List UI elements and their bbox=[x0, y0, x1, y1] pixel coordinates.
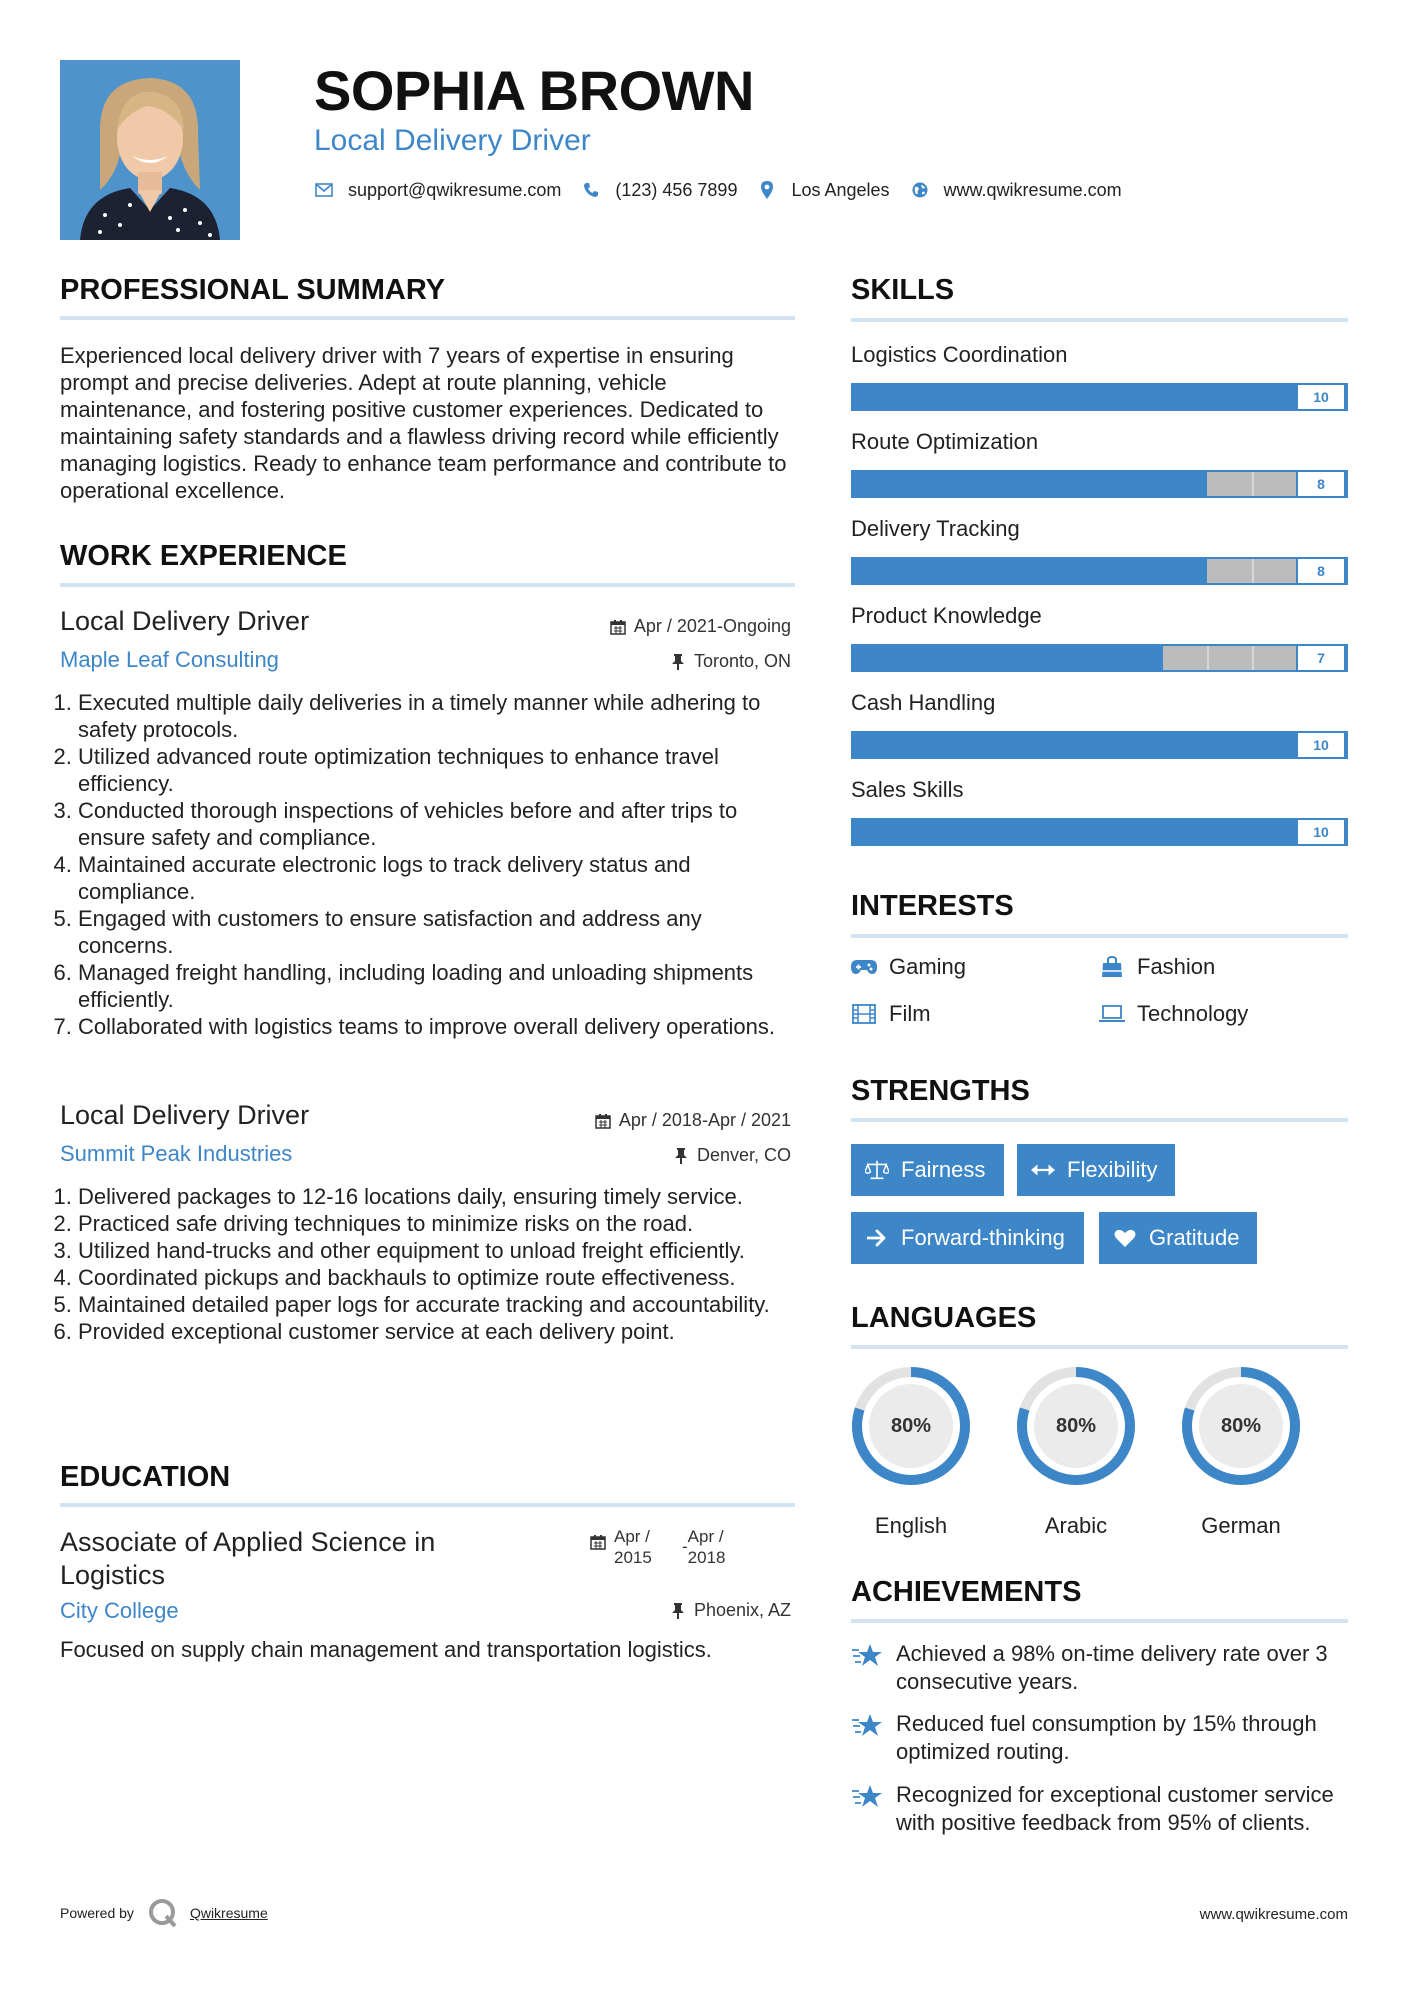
globe-icon bbox=[910, 180, 930, 200]
interest-label: Fashion bbox=[1137, 954, 1216, 979]
list-item: 1. Delivered packages to 12-16 locations daily, ensuring timely service. bbox=[78, 1183, 795, 1210]
skill-bar bbox=[851, 383, 1348, 411]
list-item: 1. Executed multiple daily deliveries in a timely manner while adhering to safety protocols. bbox=[78, 689, 795, 743]
map-marker-icon bbox=[757, 180, 777, 200]
strength-label: Forward-thinking bbox=[901, 1225, 1065, 1250]
candidate-name: SOPHIA BROWN bbox=[314, 59, 754, 122]
skill-bar bbox=[851, 731, 1348, 759]
calendar-icon bbox=[595, 1113, 611, 1129]
skill-bar-fill bbox=[853, 733, 1346, 757]
achievement-text: Reduced fuel consumption by 15% through optimized routing. bbox=[896, 1711, 1317, 1764]
interest-label: Gaming bbox=[889, 954, 967, 979]
skill-bar bbox=[851, 557, 1348, 585]
job-title: Local Delivery Driver bbox=[60, 606, 310, 636]
shooting-star-icon bbox=[851, 1783, 883, 1811]
list-item: 2. Practiced safe driving techniques to minimize risks on the road. bbox=[78, 1210, 795, 1237]
arrow-right-icon bbox=[865, 1227, 889, 1249]
strengths-heading: STRENGTHS bbox=[851, 1075, 1030, 1107]
contact-bar bbox=[314, 178, 1142, 202]
skill-name: Route Optimization bbox=[851, 429, 1039, 454]
pushpin-icon bbox=[673, 1148, 689, 1164]
languages-heading: LANGUAGES bbox=[851, 1302, 1037, 1334]
profile-photo-illustration bbox=[60, 60, 240, 240]
skill-level: 10 bbox=[1296, 383, 1346, 411]
skill-level: 8 bbox=[1296, 557, 1346, 585]
achievements-divider bbox=[851, 1619, 1348, 1623]
language-item bbox=[848, 1363, 978, 1538]
shopping-bag-icon bbox=[1099, 956, 1125, 978]
job-location bbox=[491, 651, 791, 672]
skill-name: Delivery Tracking bbox=[851, 516, 1020, 541]
skill-bar-segment bbox=[1252, 472, 1254, 496]
job-company: Maple Leaf Consulting bbox=[60, 647, 279, 672]
interest-label: Film bbox=[889, 1001, 931, 1026]
achievement-item bbox=[851, 1781, 1351, 1865]
pushpin-icon bbox=[670, 1603, 686, 1619]
strength-badge-forward-thinking bbox=[851, 1212, 1084, 1264]
education-divider bbox=[60, 1503, 795, 1507]
phone-text: (123) 456 7899 bbox=[615, 179, 738, 200]
list-item: 6. Provided exceptional customer service at each delivery point. bbox=[78, 1318, 795, 1345]
list-item: 7. Collaborated with logistics teams to improve overall delivery operations. bbox=[78, 1013, 795, 1040]
interests-heading: INTERESTS bbox=[851, 890, 1014, 922]
achievements-heading: ACHIEVEMENTS bbox=[851, 1576, 1082, 1608]
list-item: 5. Engaged with customers to ensure satisfaction and address any concerns. bbox=[78, 905, 795, 959]
laptop-icon bbox=[1099, 1003, 1125, 1025]
skill-level: 10 bbox=[1296, 818, 1346, 846]
footer-website[interactable]: www.qwikresume.com bbox=[1199, 1906, 1348, 1923]
skill-name: Cash Handling bbox=[851, 690, 996, 715]
calendar-icon bbox=[610, 619, 626, 635]
job-location-text: Toronto, ON bbox=[693, 651, 791, 671]
summary-divider bbox=[60, 316, 795, 320]
job-location-text: Denver, CO bbox=[696, 1145, 791, 1165]
strength-label: Gratitude bbox=[1149, 1225, 1240, 1250]
language-percent: 80% bbox=[1220, 1414, 1262, 1437]
interest-label: Technology bbox=[1137, 1001, 1249, 1026]
pushpin-icon bbox=[670, 654, 686, 670]
education-dates bbox=[590, 1526, 744, 1568]
calendar-icon bbox=[590, 1534, 606, 1550]
skill-level: 8 bbox=[1296, 470, 1346, 498]
language-item bbox=[1178, 1363, 1308, 1538]
education-description: Focused on supply chain management and transportation logistics. bbox=[60, 1637, 712, 1662]
job-dates bbox=[491, 616, 791, 637]
job-title: Local Delivery Driver bbox=[60, 1100, 310, 1130]
film-icon bbox=[851, 1003, 877, 1025]
skill-level: 10 bbox=[1296, 731, 1346, 759]
phone-icon bbox=[581, 180, 601, 200]
skill-name: Product Knowledge bbox=[851, 603, 1042, 628]
skill-bar-segment bbox=[1252, 559, 1254, 583]
qwikresume-logo-icon bbox=[148, 1898, 178, 1928]
summary-text: Experienced local delivery driver with 7 years of expertise in ensuring prompt and precise deliveries. Adept at route planning, vehicle maintenance, and fostering positive customer experiences. Dedicated to maintaining safety standards and a flawless driving record while efficiently managing logistics. Ready to enhance team performance and contribute to operational excellence. bbox=[60, 343, 787, 503]
skill-bar bbox=[851, 644, 1348, 672]
language-percent: 80% bbox=[1055, 1414, 1097, 1437]
skill-name: Logistics Coordination bbox=[851, 342, 1068, 367]
job-dates-text: Apr / 2018-Apr / 2021 bbox=[618, 1110, 791, 1130]
list-item: 5. Maintained detailed paper logs for accurate tracking and accountability. bbox=[78, 1291, 795, 1318]
powered-by-label: Powered by bbox=[60, 1905, 134, 1921]
achievement-item bbox=[851, 1710, 1351, 1766]
education-heading: EDUCATION bbox=[60, 1461, 231, 1493]
skill-bar-segment bbox=[1252, 646, 1254, 670]
strength-badge-fairness bbox=[851, 1144, 1004, 1196]
skill-bar-fill bbox=[853, 646, 1163, 670]
job-responsibilities bbox=[60, 1183, 795, 1345]
envelope-icon bbox=[314, 180, 334, 200]
language-name: English bbox=[874, 1513, 948, 1538]
list-item: 6. Managed freight handling, including loading and unloading shipments efficiently. bbox=[78, 959, 795, 1013]
language-item bbox=[1013, 1363, 1143, 1538]
list-item: 2. Utilized advanced route optimization techniques to enhance travel efficiency. bbox=[78, 743, 795, 797]
skill-bar-fill bbox=[853, 559, 1207, 583]
language-percent: 80% bbox=[890, 1414, 932, 1437]
list-item: 3. Conducted thorough inspections of vehicles before and after trips to ensure safety and compliance. bbox=[78, 797, 795, 851]
school-name: City College bbox=[60, 1598, 179, 1623]
achievement-text: Achieved a 98% on-time delivery rate over 3 consecutive years. bbox=[896, 1641, 1328, 1694]
arrows-horizontal-icon bbox=[1031, 1159, 1055, 1181]
achievement-item bbox=[851, 1640, 1351, 1696]
location-text: Los Angeles bbox=[791, 179, 890, 200]
interest-item-fashion bbox=[1099, 954, 1215, 980]
qwikresume-link[interactable]: Qwikresume bbox=[189, 1905, 268, 1921]
list-item: 4. Maintained accurate electronic logs to track delivery status and compliance. bbox=[78, 851, 795, 905]
shooting-star-icon bbox=[851, 1642, 883, 1670]
contact-phone[interactable] bbox=[581, 180, 737, 201]
strength-badge-flexibility bbox=[1017, 1144, 1175, 1196]
list-item: 4. Coordinated pickups and backhauls to optimize route effectiveness. bbox=[78, 1264, 795, 1291]
skill-bar-fill bbox=[853, 472, 1207, 496]
interest-item-technology bbox=[1099, 1001, 1248, 1027]
summary-heading: PROFESSIONAL SUMMARY bbox=[60, 274, 446, 306]
skill-level: 7 bbox=[1296, 644, 1346, 672]
languages-divider bbox=[851, 1345, 1348, 1349]
strength-badge-gratitude bbox=[1099, 1212, 1257, 1264]
skill-bar-fill bbox=[853, 385, 1346, 409]
strength-label: Flexibility bbox=[1067, 1157, 1158, 1182]
contact-email[interactable] bbox=[314, 180, 561, 201]
education-location-text: Phoenix, AZ bbox=[693, 1600, 791, 1620]
skills-heading: SKILLS bbox=[851, 274, 955, 306]
work-divider bbox=[60, 583, 795, 587]
skill-name: Sales Skills bbox=[851, 777, 964, 802]
language-name: German bbox=[1201, 1513, 1281, 1538]
education-location bbox=[491, 1600, 791, 1621]
job-dates-text: Apr / 2021-Ongoing bbox=[633, 616, 791, 636]
achievement-text: Recognized for exceptional customer service with positive feedback from 95% of clients. bbox=[896, 1782, 1334, 1835]
footer-powered-by bbox=[60, 1898, 268, 1928]
language-name: Arabic bbox=[1044, 1513, 1108, 1538]
strength-label: Fairness bbox=[901, 1157, 986, 1182]
skill-bar bbox=[851, 818, 1348, 846]
job-location bbox=[491, 1145, 791, 1166]
list-item: 3. Utilized hand-trucks and other equipment to unload freight efficiently. bbox=[78, 1237, 795, 1264]
skill-bar-fill bbox=[853, 820, 1346, 844]
strengths-divider bbox=[851, 1118, 1348, 1122]
skills-divider bbox=[851, 318, 1348, 322]
skill-bar bbox=[851, 470, 1348, 498]
email-text: support@qwikresume.com bbox=[348, 179, 562, 200]
profile-photo bbox=[60, 60, 240, 240]
degree-title: Associate of Applied Science in Logistics bbox=[60, 1527, 436, 1590]
job-responsibilities bbox=[60, 689, 795, 1040]
work-heading: WORK EXPERIENCE bbox=[60, 540, 347, 572]
contact-location bbox=[757, 180, 889, 201]
interests-divider bbox=[851, 934, 1348, 938]
balance-scale-icon bbox=[865, 1159, 889, 1181]
website-text: www.qwikresume.com bbox=[943, 179, 1122, 200]
contact-website[interactable] bbox=[910, 180, 1122, 201]
interest-item-gaming bbox=[851, 954, 966, 980]
heart-icon bbox=[1113, 1227, 1137, 1249]
interest-item-film bbox=[851, 1001, 931, 1027]
education-start-date: Apr / 2015 bbox=[614, 1527, 652, 1567]
candidate-role: Local Delivery Driver bbox=[314, 124, 591, 157]
job-company: Summit Peak Industries bbox=[60, 1141, 293, 1166]
education-date-separator: - bbox=[682, 1537, 688, 1556]
education-end-date: Apr / 2018 bbox=[687, 1527, 726, 1567]
skill-bar-segment bbox=[1207, 646, 1209, 670]
job-dates bbox=[491, 1110, 791, 1131]
shooting-star-icon bbox=[851, 1712, 883, 1740]
gamepad-icon bbox=[851, 956, 877, 978]
